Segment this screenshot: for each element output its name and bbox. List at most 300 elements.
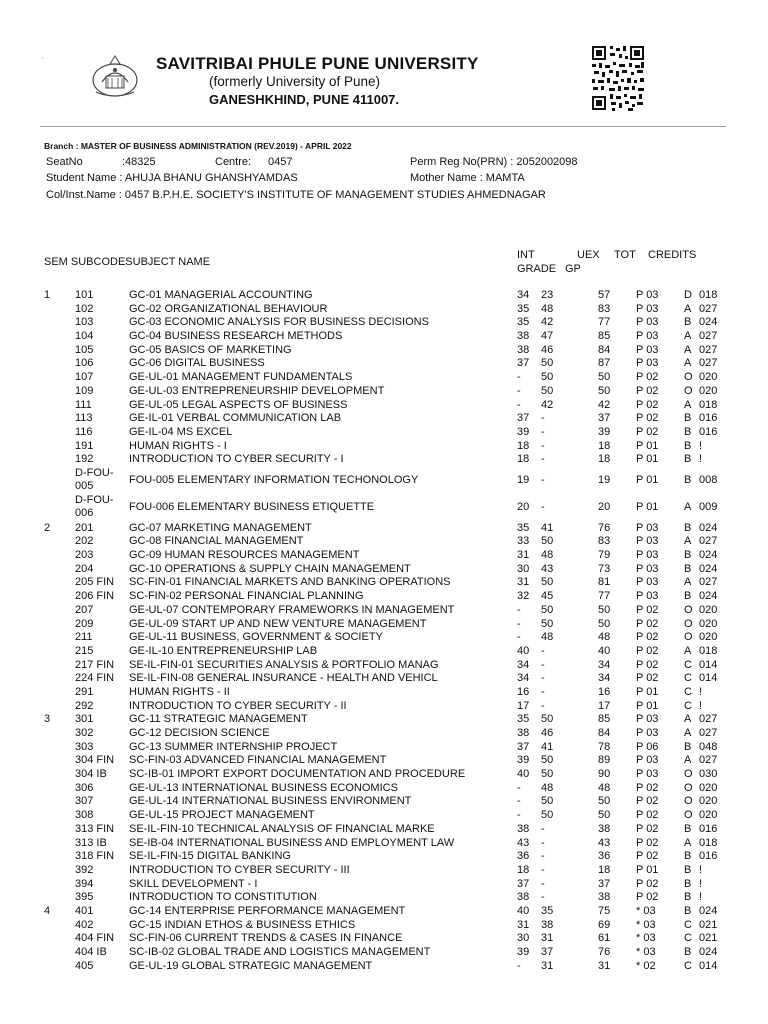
grade-cell: A bbox=[684, 302, 692, 315]
subject-name-cell: GE-UL-14 INTERNATIONAL BUSINESS ENVIRONMENT bbox=[129, 795, 412, 808]
total-marks-cell: 69 bbox=[598, 918, 611, 931]
credits-cell: P 02 bbox=[636, 781, 659, 794]
total-marks-cell: 50 bbox=[598, 617, 611, 630]
subject-name-cell: GC-05 BASICS OF MARKETING bbox=[129, 343, 292, 356]
grade-cell: B bbox=[684, 822, 692, 835]
subject-code-cell: 405 bbox=[75, 959, 94, 972]
table-row bbox=[0, 467, 768, 494]
header-grade: GRADE bbox=[517, 263, 557, 275]
credits-cell: P 02 bbox=[636, 891, 659, 904]
total-marks-cell: 57 bbox=[598, 289, 611, 301]
total-marks-cell: 79 bbox=[598, 549, 611, 562]
semester-cell: 3 bbox=[44, 713, 51, 726]
subject-name-cell: INTRODUCTION TO CYBER SECURITY - III bbox=[129, 863, 350, 876]
total-marks-cell: 81 bbox=[598, 576, 611, 589]
total-marks-cell: 34 bbox=[598, 672, 611, 685]
subject-name-cell: SC-FIN-02 PERSONAL FINANCIAL PLANNING bbox=[129, 590, 364, 603]
internal-marks-cell: 37 bbox=[517, 877, 530, 890]
grade-cell: B bbox=[684, 590, 692, 603]
grade-points-cell: 027 bbox=[699, 330, 718, 343]
subject-name-cell: GC-13 SUMMER INTERNSHIP PROJECT bbox=[129, 740, 338, 753]
total-marks-cell: 36 bbox=[598, 850, 611, 863]
grade-points-cell: 030 bbox=[699, 768, 718, 781]
subject-code-cell: 101 bbox=[75, 289, 94, 301]
subject-code-cell: 111 bbox=[75, 398, 92, 411]
grade-points-cell: ! bbox=[699, 863, 703, 876]
credits-cell: P 03 bbox=[636, 754, 659, 767]
total-marks-cell: 37 bbox=[598, 877, 611, 890]
table-row bbox=[0, 809, 768, 823]
internal-marks-cell: 31 bbox=[517, 576, 530, 589]
credits-cell: * 03 bbox=[636, 918, 656, 931]
subject-name-cell: INTRODUCTION TO CYBER SECURITY - II bbox=[129, 699, 347, 712]
internal-marks-cell: 33 bbox=[517, 535, 530, 548]
credits-cell: P 03 bbox=[636, 316, 659, 329]
total-marks-cell: 43 bbox=[598, 836, 611, 849]
internal-marks-cell: 18 bbox=[517, 439, 530, 452]
subject-code-cell: 401 bbox=[75, 904, 94, 917]
grade-points-cell: 024 bbox=[699, 946, 718, 959]
internal-marks-cell: 40 bbox=[517, 644, 530, 657]
grade-cell: B bbox=[684, 549, 692, 562]
header-sem-subject: SEM SUBCODESUBJECT NAME bbox=[44, 256, 211, 268]
subject-name-cell: SC-IB-02 GLOBAL TRADE AND LOGISTICS MANAGEMENT bbox=[129, 946, 431, 959]
external-marks-cell: - bbox=[541, 644, 545, 657]
subject-code-cell: D-FOU- 005 bbox=[75, 466, 114, 492]
grade-cell: C bbox=[684, 959, 692, 972]
semester-cell: 1 bbox=[44, 289, 51, 301]
internal-marks-cell: 40 bbox=[517, 768, 530, 781]
internal-marks-cell: - bbox=[517, 603, 521, 616]
total-marks-cell: 50 bbox=[598, 795, 611, 808]
grade-cell: O bbox=[684, 809, 693, 822]
grade-cell: C bbox=[684, 699, 692, 712]
subject-code-cell: 313 FIN bbox=[75, 822, 115, 835]
grade-points-cell: 027 bbox=[699, 713, 718, 726]
total-marks-cell: 76 bbox=[598, 946, 611, 959]
internal-marks-cell: 39 bbox=[517, 425, 530, 438]
college-name: Col/Inst.Name : 0457 B.P.H.E. SOCIETY'S INSTITUTE OF MANAGEMENT STUDIES AHMEDNAGAR bbox=[46, 189, 546, 201]
total-marks-cell: 78 bbox=[598, 740, 611, 753]
grade-points-cell: 027 bbox=[699, 357, 718, 370]
credits-cell: P 03 bbox=[636, 576, 659, 589]
credits-cell: P 01 bbox=[636, 863, 659, 876]
marks-table bbox=[0, 289, 768, 973]
total-marks-cell: 83 bbox=[598, 302, 611, 315]
subject-name-cell: HUMAN RIGHTS - I bbox=[129, 439, 227, 452]
university-former-name: (formerly University of Pune) bbox=[209, 74, 381, 89]
credits-cell: P 01 bbox=[636, 439, 659, 452]
credits-cell: P 03 bbox=[636, 768, 659, 781]
subject-name-cell: GC-14 ENTERPRISE PERFORMANCE MANAGEMENT bbox=[129, 904, 406, 917]
grade-points-cell: 020 bbox=[699, 795, 718, 808]
subject-code-cell: 395 bbox=[75, 891, 94, 904]
credits-cell: P 02 bbox=[636, 384, 659, 397]
total-marks-cell: 61 bbox=[598, 932, 611, 945]
table-row bbox=[0, 426, 768, 440]
grade-points-cell: 018 bbox=[699, 289, 718, 301]
subject-code-cell: 202 bbox=[75, 535, 94, 548]
grade-cell: B bbox=[684, 521, 692, 534]
table-row bbox=[0, 823, 768, 837]
total-marks-cell: 50 bbox=[598, 809, 611, 822]
credits-cell: P 02 bbox=[636, 795, 659, 808]
grade-cell: C bbox=[684, 918, 692, 931]
subject-name-cell: GE-UL-13 INTERNATIONAL BUSINESS ECONOMICS bbox=[129, 781, 398, 794]
grade-points-cell: 014 bbox=[699, 672, 718, 685]
grade-cell: A bbox=[684, 713, 692, 726]
external-marks-cell: - bbox=[541, 501, 545, 514]
grade-cell: C bbox=[684, 932, 692, 945]
subject-name-cell: GE-UL-03 ENTREPRENEURSHIP DEVELOPMENT bbox=[129, 384, 385, 397]
total-marks-cell: 85 bbox=[598, 713, 611, 726]
grade-points-cell: 018 bbox=[699, 836, 718, 849]
external-marks-cell: - bbox=[541, 658, 545, 671]
external-marks-cell: 50 bbox=[541, 576, 554, 589]
table-row bbox=[0, 700, 768, 714]
grade-points-cell: 024 bbox=[699, 316, 718, 329]
external-marks-cell: 43 bbox=[541, 562, 554, 575]
credits-cell: P 02 bbox=[636, 398, 659, 411]
centre-label: Centre: bbox=[215, 156, 252, 168]
table-row bbox=[0, 494, 768, 521]
subject-code-cell: 116 bbox=[75, 425, 93, 438]
credits-cell: * 02 bbox=[636, 959, 656, 972]
subject-code-cell: 204 bbox=[75, 562, 94, 575]
external-marks-cell: 35 bbox=[541, 904, 554, 917]
external-marks-cell: - bbox=[541, 685, 545, 698]
corner-mark: ' bbox=[42, 58, 44, 64]
external-marks-cell: 41 bbox=[541, 740, 554, 753]
grade-cell: B bbox=[684, 562, 692, 575]
internal-marks-cell: 35 bbox=[517, 521, 530, 534]
credits-cell: P 02 bbox=[636, 809, 659, 822]
subject-code-cell: 402 bbox=[75, 918, 94, 931]
total-marks-cell: 73 bbox=[598, 562, 611, 575]
subject-code-cell: 192 bbox=[75, 453, 94, 466]
credits-cell: P 03 bbox=[636, 535, 659, 548]
grade-cell: A bbox=[684, 576, 692, 589]
external-marks-cell: - bbox=[541, 699, 545, 712]
grade-cell: A bbox=[684, 644, 692, 657]
credits-cell: P 03 bbox=[636, 330, 659, 343]
subject-code-cell: 203 bbox=[75, 549, 94, 562]
grade-cell: B bbox=[684, 473, 692, 486]
external-marks-cell: 50 bbox=[541, 357, 554, 370]
university-address: GANESHKHIND, PUNE 411007. bbox=[209, 92, 400, 107]
grade-cell: O bbox=[684, 768, 693, 781]
subject-code-cell: 191 bbox=[75, 439, 94, 452]
table-row bbox=[0, 891, 768, 905]
grade-cell: O bbox=[684, 781, 693, 794]
grade-cell: C bbox=[684, 672, 692, 685]
external-marks-cell: - bbox=[541, 672, 545, 685]
external-marks-cell: 50 bbox=[541, 809, 554, 822]
external-marks-cell: 50 bbox=[541, 754, 554, 767]
total-marks-cell: 87 bbox=[598, 357, 611, 370]
subject-code-cell: 404 IB bbox=[75, 946, 107, 959]
subject-code-cell: 107 bbox=[75, 371, 94, 384]
subject-name-cell: GC-04 BUSINESS RESEARCH METHODS bbox=[129, 330, 343, 343]
header-credits: CREDITS bbox=[648, 249, 697, 261]
internal-marks-cell: 39 bbox=[517, 754, 530, 767]
grade-cell: B bbox=[684, 412, 692, 425]
table-row bbox=[0, 631, 768, 645]
internal-marks-cell: 30 bbox=[517, 562, 530, 575]
subject-name-cell: GC-08 FINANCIAL MANAGEMENT bbox=[129, 535, 304, 548]
internal-marks-cell: 32 bbox=[517, 590, 530, 603]
grade-points-cell: 021 bbox=[699, 932, 718, 945]
table-row bbox=[0, 741, 768, 755]
grade-cell: O bbox=[684, 384, 693, 397]
subject-name-cell: GC-07 MARKETING MANAGEMENT bbox=[129, 521, 312, 534]
table-row bbox=[0, 645, 768, 659]
prn-number: Perm Reg No(PRN) : 2052002098 bbox=[410, 156, 578, 168]
subject-name-cell: FOU-005 ELEMENTARY INFORMATION TECHONOLOGY bbox=[129, 473, 419, 486]
internal-marks-cell: 34 bbox=[517, 672, 530, 685]
grade-cell: B bbox=[684, 891, 692, 904]
subject-name-cell: GE-UL-15 PROJECT MANAGEMENT bbox=[129, 809, 315, 822]
table-row bbox=[0, 919, 768, 933]
total-marks-cell: 48 bbox=[598, 781, 611, 794]
table-row bbox=[0, 590, 768, 604]
table-row bbox=[0, 878, 768, 892]
total-marks-cell: 84 bbox=[598, 727, 611, 740]
external-marks-cell: 31 bbox=[541, 959, 554, 972]
subject-name-cell: SE-IB-04 INTERNATIONAL BUSINESS AND EMPLOYMENT LAW bbox=[129, 836, 455, 849]
subject-code-cell: 113 bbox=[75, 412, 93, 425]
subject-name-cell: GE-UL-05 LEGAL ASPECTS OF BUSINESS bbox=[129, 398, 348, 411]
table-row bbox=[0, 960, 768, 974]
external-marks-cell: 23 bbox=[541, 289, 554, 301]
grade-cell: O bbox=[684, 631, 693, 644]
table-row bbox=[0, 303, 768, 317]
internal-marks-cell: 38 bbox=[517, 891, 530, 904]
credits-cell: P 03 bbox=[636, 289, 659, 301]
subject-name-cell: GE-UL-07 CONTEMPORARY FRAMEWORKS IN MANAGEMENT bbox=[129, 603, 455, 616]
subject-name-cell: GC-02 ORGANIZATIONAL BEHAVIOUR bbox=[129, 302, 328, 315]
subject-code-cell: 292 bbox=[75, 699, 94, 712]
grade-cell: A bbox=[684, 343, 692, 356]
internal-marks-cell: 38 bbox=[517, 727, 530, 740]
qr-code-icon bbox=[590, 44, 646, 112]
credits-cell: P 02 bbox=[636, 631, 659, 644]
subject-name-cell: GC-06 DIGITAL BUSINESS bbox=[129, 357, 265, 370]
internal-marks-cell: 34 bbox=[517, 289, 530, 301]
subject-code-cell: 104 bbox=[75, 330, 94, 343]
external-marks-cell: 38 bbox=[541, 918, 554, 931]
credits-cell: P 01 bbox=[636, 453, 659, 466]
external-marks-cell: 42 bbox=[541, 316, 554, 329]
subject-name-cell: SKILL DEVELOPMENT - I bbox=[129, 877, 258, 890]
grade-cell: B bbox=[684, 863, 692, 876]
table-row bbox=[0, 576, 768, 590]
external-marks-cell: 46 bbox=[541, 727, 554, 740]
table-row bbox=[0, 344, 768, 358]
subject-code-cell: 394 bbox=[75, 877, 94, 890]
table-row bbox=[0, 713, 768, 727]
subject-code-cell: 103 bbox=[75, 316, 94, 329]
credits-cell: P 02 bbox=[636, 425, 659, 438]
table-row bbox=[0, 782, 768, 796]
subject-code-cell: 209 bbox=[75, 617, 94, 630]
subject-name-cell: GC-01 MANAGERIAL ACCOUNTING bbox=[129, 289, 313, 301]
external-marks-cell: 50 bbox=[541, 535, 554, 548]
header-int: INT bbox=[517, 249, 535, 261]
external-marks-cell: - bbox=[541, 891, 545, 904]
table-row bbox=[0, 330, 768, 344]
credits-cell: P 02 bbox=[636, 672, 659, 685]
grade-cell: C bbox=[684, 658, 692, 671]
external-marks-cell: 50 bbox=[541, 384, 554, 397]
header-uex: UEX bbox=[577, 249, 600, 261]
table-row bbox=[0, 932, 768, 946]
grade-points-cell: 018 bbox=[699, 398, 718, 411]
header-tot: TOT bbox=[614, 249, 636, 261]
subject-code-cell: D-FOU- 006 bbox=[75, 494, 114, 520]
subject-code-cell: 217 FIN bbox=[75, 658, 115, 671]
table-row bbox=[0, 289, 768, 303]
grade-cell: A bbox=[684, 501, 692, 514]
semester-cell: 4 bbox=[44, 904, 51, 917]
credits-cell: * 03 bbox=[636, 946, 656, 959]
grade-points-cell: 020 bbox=[699, 781, 718, 794]
internal-marks-cell: - bbox=[517, 398, 521, 411]
total-marks-cell: 85 bbox=[598, 330, 611, 343]
subject-name-cell: GC-12 DECISION SCIENCE bbox=[129, 727, 270, 740]
subject-name-cell: GC-11 STRATEGIC MANAGEMENT bbox=[129, 713, 308, 726]
subject-name-cell: GE-UL-11 BUSINESS, GOVERNMENT & SOCIETY bbox=[129, 631, 383, 644]
grade-cell: C bbox=[684, 685, 692, 698]
total-marks-cell: 37 bbox=[598, 412, 611, 425]
credits-cell: P 03 bbox=[636, 343, 659, 356]
internal-marks-cell: 37 bbox=[517, 740, 530, 753]
external-marks-cell: - bbox=[541, 822, 545, 835]
internal-marks-cell: 43 bbox=[517, 836, 530, 849]
external-marks-cell: 48 bbox=[541, 549, 554, 562]
grade-cell: B bbox=[684, 439, 692, 452]
credits-cell: P 03 bbox=[636, 562, 659, 575]
subject-code-cell: 206 FIN bbox=[75, 590, 115, 603]
table-row bbox=[0, 453, 768, 467]
total-marks-cell: 75 bbox=[598, 904, 611, 917]
internal-marks-cell: - bbox=[517, 371, 521, 384]
credits-cell: P 03 bbox=[636, 521, 659, 534]
external-marks-cell: - bbox=[541, 473, 545, 486]
subject-code-cell: 215 bbox=[75, 644, 94, 657]
grade-points-cell: 016 bbox=[699, 850, 718, 863]
semester-cell: 2 bbox=[44, 521, 51, 534]
internal-marks-cell: 19 bbox=[517, 473, 530, 486]
header-divider bbox=[40, 126, 726, 127]
grade-points-cell: 016 bbox=[699, 425, 718, 438]
grade-cell: A bbox=[684, 727, 692, 740]
subject-code-cell: 304 IB bbox=[75, 768, 107, 781]
internal-marks-cell: 35 bbox=[517, 713, 530, 726]
subject-code-cell: 211 bbox=[75, 631, 93, 644]
credits-cell: * 03 bbox=[636, 932, 656, 945]
subject-name-cell: GC-03 ECONOMIC ANALYSIS FOR BUSINESS DECISIONS bbox=[129, 316, 429, 329]
table-row bbox=[0, 371, 768, 385]
table-row bbox=[0, 357, 768, 371]
internal-marks-cell: 16 bbox=[517, 685, 530, 698]
subject-code-cell: 404 FIN bbox=[75, 932, 115, 945]
grade-cell: O bbox=[684, 603, 693, 616]
subject-name-cell: GC-15 INDIAN ETHOS & BUSINESS ETHICS bbox=[129, 918, 356, 931]
seat-no-label: SeatNo bbox=[46, 156, 83, 168]
subject-code-cell: 308 bbox=[75, 809, 94, 822]
subject-name-cell: GE-UL-19 GLOBAL STRATEGIC MANAGEMENT bbox=[129, 959, 373, 972]
grade-points-cell: ! bbox=[699, 685, 703, 698]
external-marks-cell: - bbox=[541, 453, 545, 466]
total-marks-cell: 18 bbox=[598, 439, 611, 452]
total-marks-cell: 48 bbox=[598, 631, 611, 644]
subject-name-cell: GE-IL-10 ENTREPRENEURSHIP LAB bbox=[129, 644, 318, 657]
credits-cell: P 01 bbox=[636, 685, 659, 698]
subject-name-cell: FOU-006 ELEMENTARY BUSINESS ETIQUETTE bbox=[129, 501, 375, 514]
subject-code-cell: 207 bbox=[75, 603, 94, 616]
subject-code-cell: 109 bbox=[75, 384, 94, 397]
grade-cell: B bbox=[684, 740, 692, 753]
table-row bbox=[0, 659, 768, 673]
table-row bbox=[0, 604, 768, 618]
table-row bbox=[0, 522, 768, 536]
internal-marks-cell: 38 bbox=[517, 822, 530, 835]
subject-code-cell: 313 IB bbox=[75, 836, 107, 849]
internal-marks-cell: - bbox=[517, 781, 521, 794]
external-marks-cell: 48 bbox=[541, 631, 554, 644]
total-marks-cell: 39 bbox=[598, 425, 611, 438]
grade-points-cell: 014 bbox=[699, 658, 718, 671]
internal-marks-cell: 36 bbox=[517, 850, 530, 863]
subject-code-cell: 304 FIN bbox=[75, 754, 115, 767]
table-row bbox=[0, 727, 768, 741]
table-row bbox=[0, 754, 768, 768]
grade-points-cell: 020 bbox=[699, 617, 718, 630]
grade-points-cell: 018 bbox=[699, 644, 718, 657]
external-marks-cell: - bbox=[541, 425, 545, 438]
internal-marks-cell: - bbox=[517, 631, 521, 644]
internal-marks-cell: - bbox=[517, 795, 521, 808]
table-row bbox=[0, 618, 768, 632]
grade-cell: B bbox=[684, 904, 692, 917]
grade-points-cell: 027 bbox=[699, 535, 718, 548]
credits-cell: P 02 bbox=[636, 658, 659, 671]
grade-cell: B bbox=[684, 877, 692, 890]
table-row bbox=[0, 563, 768, 577]
total-marks-cell: 38 bbox=[598, 891, 611, 904]
subject-name-cell: GE-UL-01 MANAGEMENT FUNDAMENTALS bbox=[129, 371, 353, 384]
internal-marks-cell: 34 bbox=[517, 658, 530, 671]
credits-cell: P 03 bbox=[636, 549, 659, 562]
grade-cell: B bbox=[684, 946, 692, 959]
table-row bbox=[0, 316, 768, 330]
university-name: SAVITRIBAI PHULE PUNE UNIVERSITY bbox=[156, 54, 479, 73]
subject-code-cell: 302 bbox=[75, 727, 94, 740]
grade-cell: B bbox=[684, 316, 692, 329]
internal-marks-cell: 38 bbox=[517, 343, 530, 356]
grade-points-cell: 016 bbox=[699, 822, 718, 835]
table-row bbox=[0, 768, 768, 782]
subject-name-cell: SC-FIN-01 FINANCIAL MARKETS AND BANKING OPERATIONS bbox=[129, 576, 451, 589]
grade-points-cell: 027 bbox=[699, 343, 718, 356]
grade-points-cell: ! bbox=[699, 439, 703, 452]
subject-name-cell: SE-IL-FIN-08 GENERAL INSURANCE - HEALTH AND VEHICL bbox=[129, 672, 438, 685]
credits-cell: P 03 bbox=[636, 727, 659, 740]
grade-cell: B bbox=[684, 453, 692, 466]
internal-marks-cell: 39 bbox=[517, 946, 530, 959]
credits-cell: P 02 bbox=[636, 644, 659, 657]
